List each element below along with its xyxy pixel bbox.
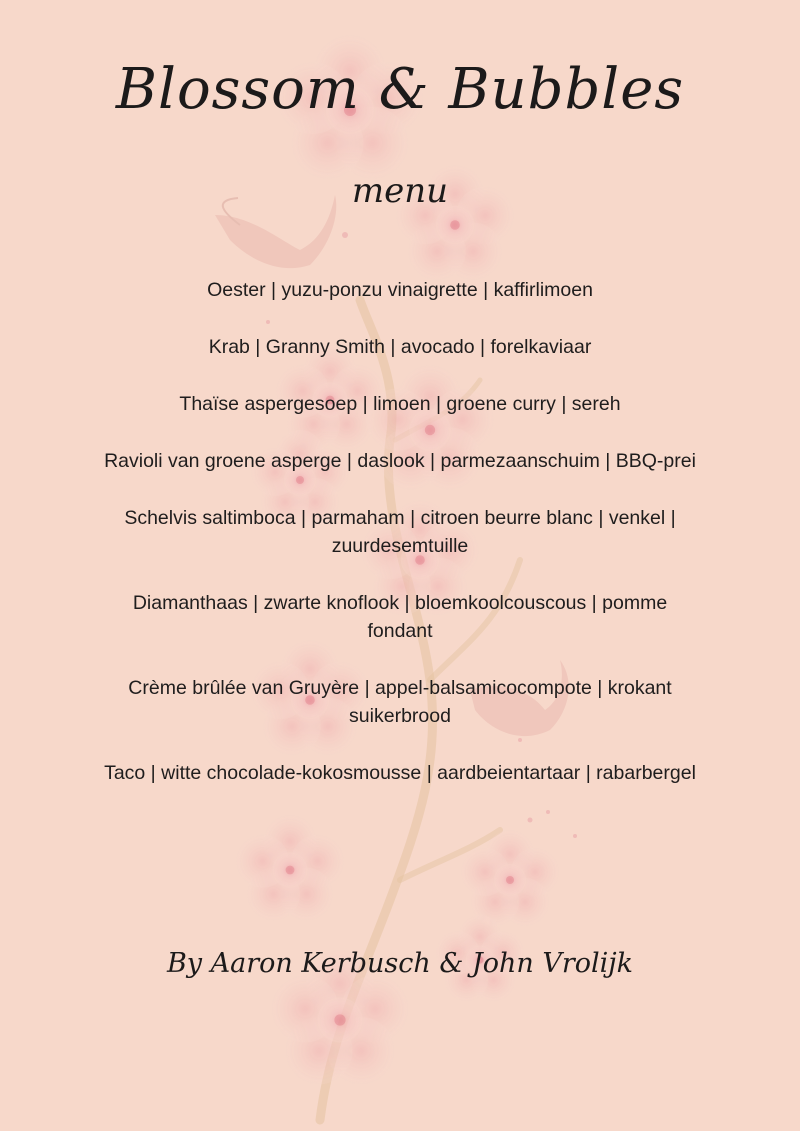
course-item: Oester | yuzu-ponzu vinaigrette | kaffirlimoen <box>207 279 593 301</box>
course-item: Crème brûlée van Gruyère | appel-balsamicocompote | krokant suikerbrood <box>128 677 672 727</box>
chef-signature: By Aaron Kerbusch & John Vrolijk <box>166 948 634 979</box>
menu-title: Blossom & Bubbles <box>115 57 685 122</box>
course-item: Thaïse aspergesoep | limoen | groene curry | sereh <box>179 393 621 415</box>
course-item: Taco | witte chocolade-kokosmousse | aardbeientartaar | rabarbergel <box>104 762 696 784</box>
course-item: Ravioli van groene asperge | daslook | parmezaanschuim | BBQ-prei <box>104 450 696 472</box>
course-item: Schelvis saltimboca | parmaham | citroen beurre blanc | venkel | zuurdesemtuille <box>124 507 676 557</box>
course-item: Krab | Granny Smith | avocado | forelkaviaar <box>208 336 592 358</box>
course-item: Diamanthaas | zwarte knoflook | bloemkoolcouscous | pomme fondant <box>132 592 668 642</box>
course-list <box>100 276 700 816</box>
menu-subtitle: menu <box>351 171 449 211</box>
